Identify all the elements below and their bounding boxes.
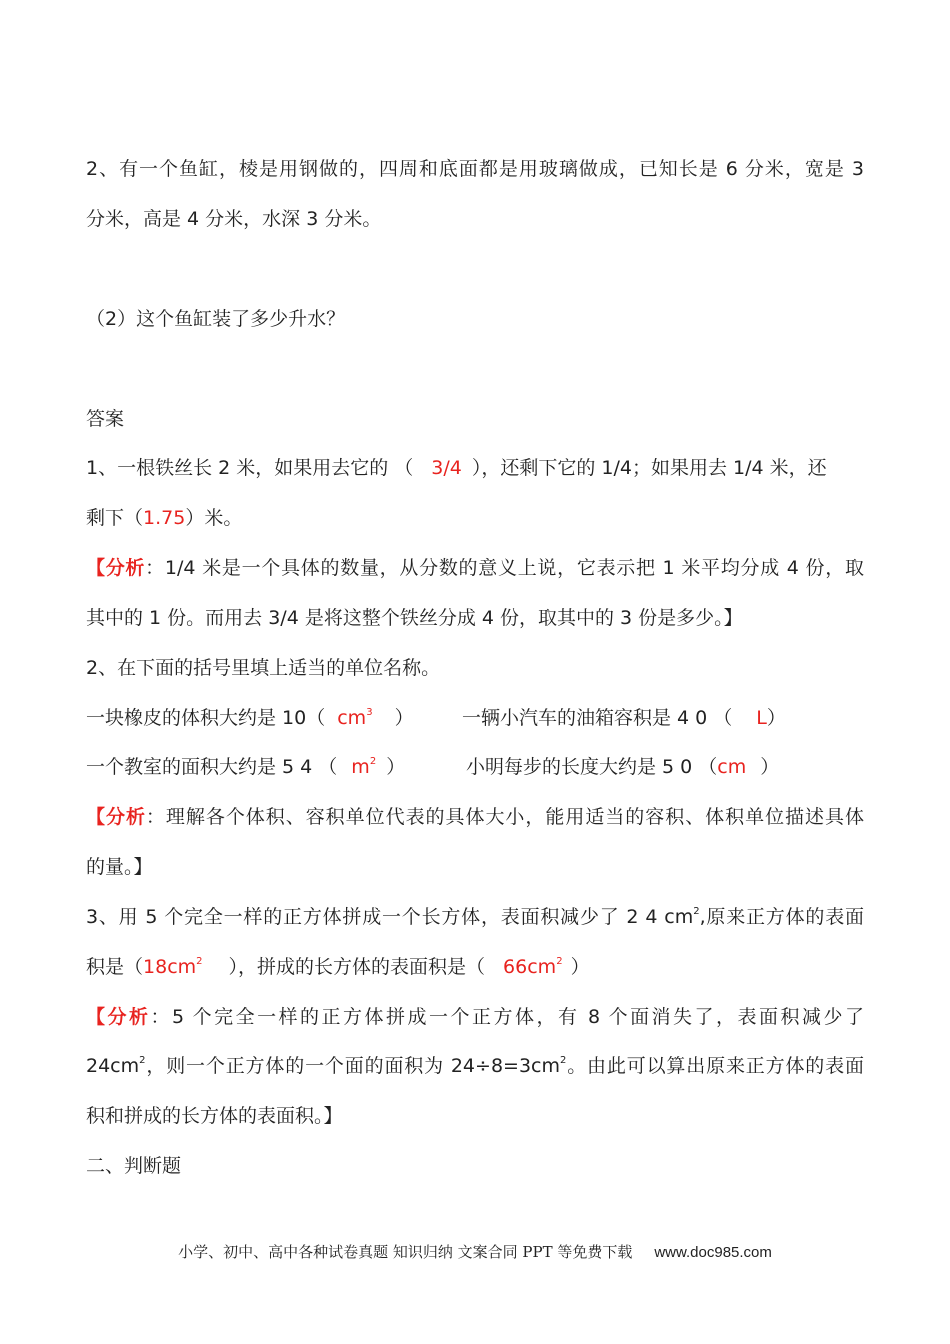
answer-3-line-2: 积是（$18cm^2$ ），拼成的长方体的表面积是（ $66cm^2$ ） — [86, 956, 590, 978]
footer-url[interactable]: www.doc985.com — [654, 1244, 772, 1261]
analysis-1-line-2: 其中的 1 份。而用去 3/4 是将这整个铁丝分成 4 份，取其中的 3 份是多少。】 — [86, 607, 743, 629]
analysis-2-line-2: 的量。】 — [86, 856, 153, 878]
answer-3-blank-2: 66cm — [503, 956, 557, 978]
answer-2-title: 2、在下面的括号里填上适当的单位名称。 — [86, 657, 441, 679]
section-heading-true-false: 二、判断题 — [86, 1155, 182, 1177]
answer-2-row-1-right: 一辆小汽车的油箱容积是 4 0 （ L） — [462, 707, 786, 729]
analysis-tag: 【分析 — [86, 806, 146, 828]
analysis-3-line-1: 【分析：5 个完全一样的正方体拼成一个正方体，有 8 个面消失了，表面积减少了 — [86, 1006, 864, 1028]
answer-1-line-1: 1、一根铁丝长 2 米，如果用去它的 （ 3/4 ），还剩下它的 1/4；如果用去 1/4 米，还 — [86, 457, 827, 479]
answer-heading: 答案 — [86, 408, 125, 430]
answer-2-row-2-right: 小明每步的长度大约是 5 0 （cm ） — [466, 756, 780, 778]
answer-2-row-1-left: 一块橡皮的体积大约是 10（ $cm^3$ ） — [86, 707, 414, 729]
answer-2-row-2-left: 一个教室的面积大约是 5 4 （ $m^2$ ） — [86, 756, 406, 778]
analysis-tag: 【分析 — [86, 1006, 151, 1028]
answer-1-blank-1: 3/4 — [431, 457, 462, 479]
footer-text: 小学、初中、高中各种试卷真题 知识归纳 文案合同 PPT 等免费下载 — [178, 1243, 633, 1261]
question-2-line-2: 分米，高是 4 分米，水深 3 分米。 — [86, 208, 382, 230]
analysis-tag: 【分析 — [86, 557, 146, 579]
analysis-3-line-3: 积和拼成的长方体的表面积。】 — [86, 1105, 343, 1127]
question-2-part-2: （2）这个鱼缸装了多少升水？ — [86, 308, 346, 330]
page-footer — [0, 1241, 950, 1262]
analysis-2-line-1: 【分析：理解各个体积、容积单位代表的具体大小，能用适当的容积、体积单位描述具体 — [86, 806, 864, 828]
answer-1-blank-2: 1.75 — [143, 507, 186, 529]
answer-3-blank-1: 18cm — [143, 956, 197, 978]
analysis-3-line-2: $24cm^2$，则一个正方体的一个面的面积为 $24\div 8=3cm^2$。由此可以算出原来正方体的表面 — [86, 1055, 864, 1077]
answer-3-line-1: 3、用 5 个完全一样的正方体拼成一个长方体，表面积减少了 2 4 $cm^2$,原来正方体的表面 — [86, 906, 864, 928]
question-2-line-1: 2、有一个鱼缸，棱是用钢做的，四周和底面都是用玻璃做成，已知长是 6 分米，宽是 3 — [86, 158, 864, 180]
answer-1-line-2: 剩下（1.75）米。 — [86, 507, 243, 529]
analysis-1-line-1: 【分析：1/4 米是一个具体的数量，从分数的意义上说，它表示把 1 米平均分成 4 份，取 — [86, 557, 864, 579]
